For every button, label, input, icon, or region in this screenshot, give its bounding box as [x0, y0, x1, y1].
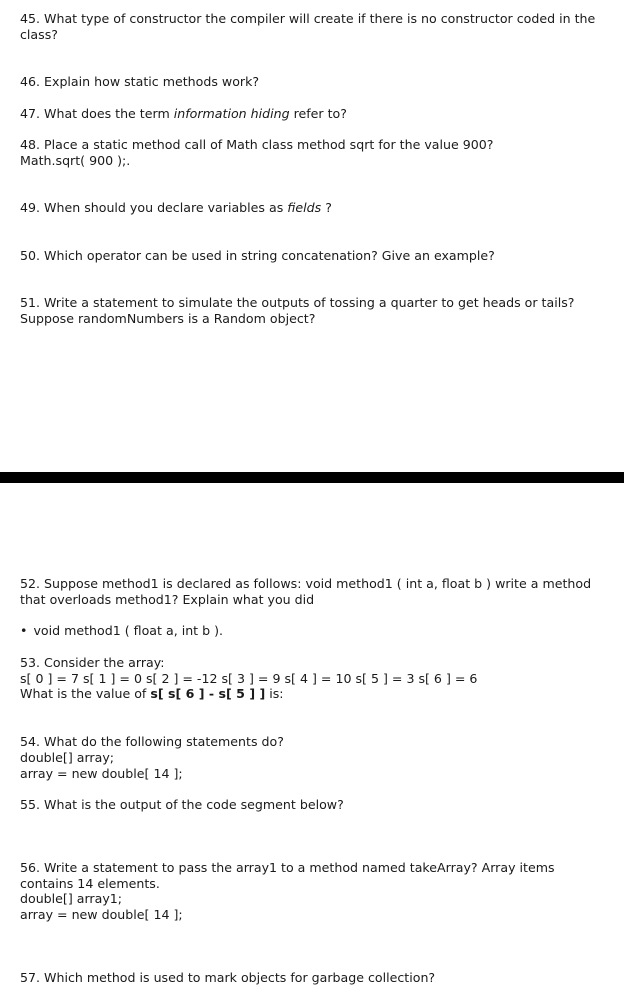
q55-text: 55. What is the output of the code segment below? [20, 797, 344, 812]
q54-line2: double[] array; [20, 750, 115, 765]
q50-text: 50. Which operator can be used in string concatenation? Give an example? [20, 248, 495, 263]
q47-term: information hiding [173, 106, 290, 121]
q53-line1: 53. Consider the array: [20, 655, 165, 670]
q53-line3-suffix: is: [265, 686, 284, 701]
q49-term: fields [287, 200, 322, 215]
q46-text: 46. Explain how static methods work? [20, 74, 260, 89]
q56-line1: 56. Write a statement to pass the array1 to a method named takeArray? Array items [20, 860, 555, 875]
q52-line2: that overloads method1? Explain what you did [20, 592, 315, 607]
q48-answer: Math.sqrt( 900 );. [20, 153, 131, 168]
q47-suffix: refer to? [289, 106, 347, 121]
page-divider [0, 472, 624, 483]
q47-prefix: 47. What does the term [20, 106, 174, 121]
q48-question: 48. Place a static method call of Math class method sqrt for the value 900? [20, 137, 494, 152]
q53-line2: s[ 0 ] = 7 s[ 1 ] = 0 s[ 2 ] = -12 s[ 3 ] = 9 s[ 4 ] = 10 s[ 5 ] = 3 s[ 6 ] = 6 [20, 671, 478, 686]
q53-line3-prefix: What is the value of [20, 686, 151, 701]
q56-line2: contains 14 elements. [20, 876, 160, 891]
q57-text: 57. Which method is used to mark objects for garbage collection? [20, 970, 436, 985]
q52-line1: 52. Suppose method1 is declared as follows: void method1 ( int a, float b ) write a method [20, 576, 592, 591]
q49-suffix: ? [321, 200, 332, 215]
q54-line1: 54. What do the following statements do? [20, 734, 284, 749]
q54-line3: array = new double[ 14 ]; [20, 766, 183, 781]
bullet-icon: • [20, 623, 28, 638]
q56-line3: double[] array1; [20, 891, 123, 906]
q47-text [20, 106, 347, 122]
q52-answer-item [20, 623, 223, 639]
q51-line2: Suppose randomNumbers is a Random object? [20, 311, 316, 326]
q52-answer: void method1 ( float a, int b ). [33, 623, 224, 638]
q56-line4: array = new double[ 14 ]; [20, 907, 183, 922]
q45-line2: class? [20, 27, 58, 42]
q45-line1: 45. What type of constructor the compiler will create if there is no constructor coded in the [20, 11, 596, 26]
q49-text [20, 200, 332, 216]
q53-expression: s[ s[ 6 ] - s[ 5 ] ] [150, 686, 266, 701]
q51-line1: 51. Write a statement to simulate the outputs of tossing a quarter to get heads or tails? [20, 295, 575, 310]
q49-prefix: 49. When should you declare variables as [20, 200, 288, 215]
q53-line3 [20, 686, 284, 702]
